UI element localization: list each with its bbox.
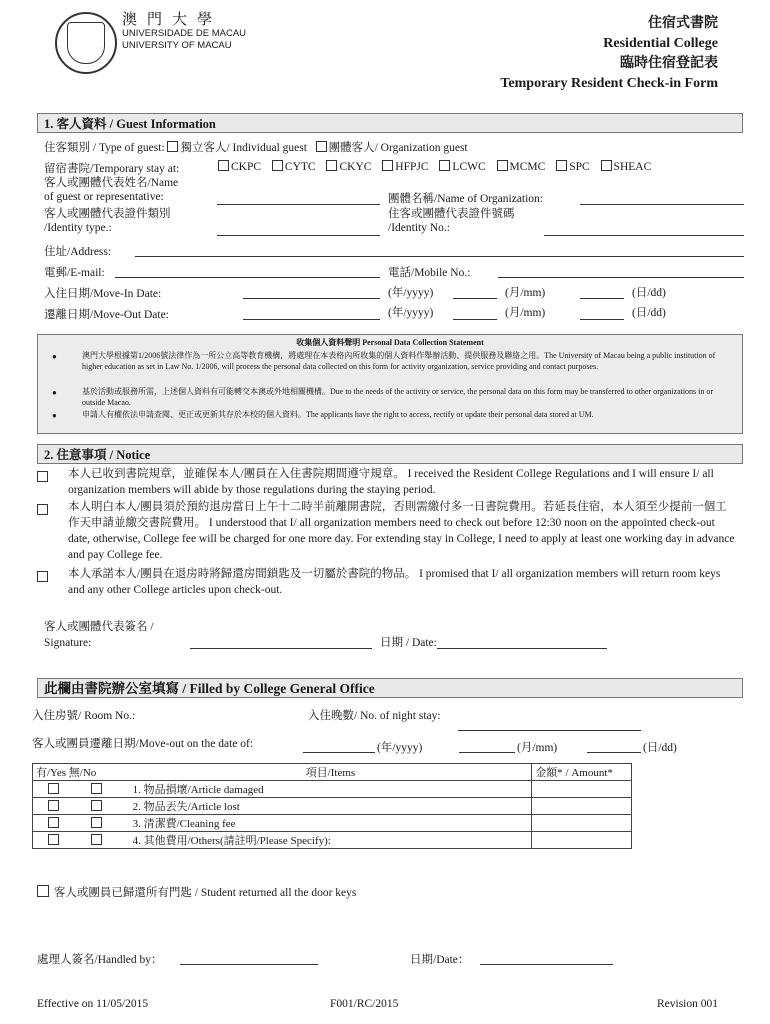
section-office-use: 此欄由書院辦公室填寫 / Filled by College General Office — [37, 678, 743, 698]
address-field[interactable] — [135, 256, 744, 257]
amount-field[interactable] — [532, 815, 632, 832]
id-no-label-cn: 住客或團體代表證件號碼 — [388, 208, 515, 220]
office-move-out-month-field[interactable] — [459, 752, 515, 753]
id-type-label — [44, 207, 171, 235]
signature-date-label: 日期 / Date: — [380, 637, 437, 649]
footer-form-code: F001/RC/2015 — [330, 998, 399, 1010]
item-label: 2. 物品丟失/Article lost — [130, 798, 532, 815]
notice-2-text: 本人明白本人/團員須於預約退房當日上午十二時半前離開書院，否則需繳付多一日書院費用。若延長住宿，本人須至少提前一個工作天申請並繳交書院費用。 I understood that I/ all organization members need to check out before 12:30 noon on the appointed check-out date, otherwise, College fee will be charged for one more day. For extending stay in College, I need to apply at least one working day in advance and pay College fee. — [68, 501, 735, 561]
email-field[interactable] — [115, 277, 380, 278]
mobile-field[interactable] — [498, 277, 744, 278]
no-checkbox[interactable] — [91, 834, 102, 845]
footer-revision: Revision 001 — [656, 998, 718, 1010]
college-checkbox[interactable] — [497, 160, 508, 171]
office-move-out-mm: (月/mm) — [517, 742, 558, 754]
personal-data-statement — [37, 334, 743, 434]
college-checkbox[interactable] — [326, 160, 337, 171]
yes-checkbox[interactable] — [48, 834, 59, 845]
university-name-pt: UNIVERSIDADE DE MACAU — [122, 28, 247, 39]
move-out-day-field[interactable] — [580, 319, 624, 320]
email-label: 電郵/E-mail: — [44, 267, 105, 279]
office-move-out-year-field[interactable] — [303, 752, 375, 753]
university-seal-logo — [55, 12, 117, 74]
nights-label: 入住晚數/ No. of night stay: — [308, 710, 441, 722]
yes-checkbox[interactable] — [48, 800, 59, 811]
id-type-label-cn: 客人或團體代表證件類別 — [44, 208, 171, 220]
address-label: 住址/Address: — [44, 246, 112, 258]
title-form-en: Temporary Resident Check-in Form — [500, 76, 718, 91]
yes-checkbox[interactable] — [48, 783, 59, 794]
no-checkbox[interactable] — [91, 817, 102, 828]
table-row — [33, 832, 632, 849]
yes-no-header: 有/Yes 無/No — [33, 764, 130, 781]
university-name-en: UNIVERSITY OF MACAU — [122, 40, 232, 51]
statement-title: 收集個人資料聲明 Personal Data Collection Statement — [296, 338, 484, 347]
id-no-label-en: /Identity No.: — [388, 222, 450, 234]
nights-field[interactable] — [458, 730, 641, 731]
move-in-month-field[interactable] — [453, 298, 497, 299]
college-label: CKYC — [339, 161, 372, 173]
college-label: LCWC — [452, 161, 486, 173]
section-notice: 2. 住意事項 / Notice — [37, 444, 743, 464]
college-label: SHEAC — [613, 161, 652, 173]
college-checkbox[interactable] — [382, 160, 393, 171]
no-checkbox[interactable] — [91, 800, 102, 811]
move-out-dd: (日/dd) — [632, 307, 666, 319]
college-label: SPC — [569, 161, 590, 173]
guest-name-label — [44, 176, 178, 204]
form-title — [500, 14, 718, 94]
office-move-out-yyyy: (年/yyyy) — [377, 742, 423, 754]
signature-field[interactable] — [190, 648, 372, 649]
table-row — [33, 798, 632, 815]
organization-guest-label: 團體客人/ Organization guest — [328, 142, 468, 154]
move-out-mm: (月/mm) — [505, 307, 546, 319]
move-in-day-field[interactable] — [580, 298, 624, 299]
amount-header: 金額* / Amount* — [532, 764, 632, 781]
keys-returned-label: 客人或團員已歸還所有門匙 / Student returned all the door keys — [53, 887, 357, 899]
table-header-row — [33, 764, 632, 781]
org-name-label: 團體名稱/Name of Organization: — [388, 193, 544, 205]
title-form-cn: 臨時住宿登記表 — [620, 56, 718, 71]
guest-type-row — [44, 139, 468, 155]
move-in-label: 入住日期/Move-In Date: — [44, 288, 162, 300]
statement-paragraph-2: 基於活動或服務所需，上述個人資料有可能轉交本澳或外地相關機構。Due to the needs of the activity or service, the personal data on this form may be transferred to other organizations in or outside Macao. — [82, 387, 714, 407]
org-name-field[interactable] — [580, 204, 744, 205]
college-label: CYTC — [284, 161, 316, 173]
guest-name-label-en: of guest or representative: — [44, 191, 164, 203]
notice-3-text: 本人承諾本人/團員在退房時將歸還房間鎖匙及一切屬於書院的物品。 I promised that I/ all organization members will return room keys and any other College articles upon check-out. — [68, 568, 721, 596]
table-row — [33, 815, 632, 832]
id-no-field[interactable] — [544, 235, 744, 236]
item-label: 3. 清潔費/Cleaning fee — [130, 815, 532, 832]
move-out-year-field[interactable] — [243, 319, 380, 320]
college-checkbox[interactable] — [439, 160, 450, 171]
bullet-icon: ● — [52, 352, 57, 361]
item-label: 4. 其他費用/Others(請註明/Please Specify): — [130, 832, 532, 849]
handled-date-field[interactable] — [480, 964, 613, 965]
individual-guest-checkbox[interactable] — [167, 141, 178, 152]
stay-label: 留宿書院/Temporary stay at: — [44, 163, 180, 175]
signature-label — [44, 619, 154, 651]
statement-paragraph-1: 澳門大學根據第1/2006號法律作為一所公立高等教育機構，將處理在本表格內所收集的個人資料作舉辦活動、提供服務及聯絡之用。The University of Macau being a public institution of higher education as set in Law No. 1/2006, will process the personal data collected on this form for activity organization, service providing and contact purposes. — [82, 351, 716, 371]
amount-field[interactable] — [532, 798, 632, 815]
signature-date-field[interactable] — [437, 648, 607, 649]
organization-guest-checkbox[interactable] — [316, 141, 327, 152]
guest-type-label: 住客類別 / Type of guest: — [44, 142, 165, 154]
bullet-icon: ● — [52, 388, 57, 397]
mobile-label: 電話/Mobile No.: — [388, 267, 471, 279]
university-name-cn: 澳門大學 — [122, 11, 223, 28]
keys-returned-row — [37, 884, 356, 900]
amount-field[interactable] — [532, 832, 632, 849]
guest-name-field[interactable] — [217, 204, 380, 205]
move-in-year-field[interactable] — [243, 298, 380, 299]
handled-by-label: 處理人簽名/Handled by： — [37, 954, 163, 966]
title-line-cn: 住宿式書院 — [648, 16, 718, 31]
college-checkbox[interactable] — [601, 160, 612, 171]
move-out-label: 遷離日期/Move-Out Date: — [44, 309, 169, 321]
college-label: HFPJC — [395, 161, 429, 173]
item-label: 1. 物品損壞/Article damaged — [130, 781, 532, 798]
id-type-field[interactable] — [217, 235, 380, 236]
statement-paragraph-3: 申請人有權依法申請查閱、更正或更新其存於本校的個人資料。The applicants have the right to access, rectify or update their personal data stored at UM. — [82, 410, 594, 419]
yes-checkbox[interactable] — [48, 817, 59, 828]
footer-effective-date: Effective on 11/05/2015 — [37, 998, 149, 1010]
table-row — [33, 781, 632, 798]
move-out-yyyy: (年/yyyy) — [388, 307, 434, 319]
move-out-month-field[interactable] — [453, 319, 497, 320]
signature-label-en: Signature: — [44, 637, 92, 649]
amount-field[interactable] — [532, 781, 632, 798]
no-checkbox[interactable] — [91, 783, 102, 794]
office-move-out-label: 客人或團員遷離日期/Move-out on the date of: — [32, 738, 254, 750]
college-label: MCMC — [509, 161, 546, 173]
college-checkbox[interactable] — [272, 160, 283, 171]
id-no-label — [388, 207, 515, 235]
signature-label-cn: 客人或團體代表簽名 / — [44, 621, 154, 633]
charges-table — [32, 763, 632, 849]
office-move-out-day-field[interactable] — [587, 752, 641, 753]
handled-date-label: 日期/Date： — [410, 954, 470, 966]
handled-by-field[interactable] — [180, 964, 318, 965]
guest-name-label-cn: 客人或團體代表姓名/Name — [44, 177, 179, 189]
id-type-label-en: /Identity type.: — [44, 222, 112, 234]
section-guest-information: 1. 客人資料 / Guest Information — [37, 113, 743, 133]
move-in-dd: (日/dd) — [632, 287, 666, 299]
room-no-label: 入住房號/ Room No.: — [32, 710, 136, 722]
university-name — [122, 11, 247, 52]
office-move-out-dd: (日/dd) — [643, 742, 677, 754]
college-checkbox[interactable] — [218, 160, 229, 171]
notice-1-text: 本人已收到書院規章，並確保本人/團員在入住書院期間遵守規章。 I received the Resident College Regulations and I will ensure I/ all organization members will abide by those regulations during the staying period. — [68, 468, 714, 496]
notice-3-checkbox[interactable] — [37, 571, 48, 582]
items-header: 項目/Items — [130, 764, 532, 781]
move-in-mm: (月/mm) — [505, 287, 546, 299]
keys-returned-checkbox[interactable] — [37, 885, 49, 897]
notice-1-checkbox[interactable] — [37, 471, 48, 482]
college-options — [218, 160, 651, 173]
notice-2-checkbox[interactable] — [37, 504, 48, 515]
individual-guest-label: 獨立客人/ Individual guest — [180, 142, 307, 154]
bullet-icon: ● — [52, 411, 57, 420]
college-label: CKPC — [231, 161, 262, 173]
college-checkbox[interactable] — [556, 160, 567, 171]
move-in-yyyy: (年/yyyy) — [388, 287, 434, 299]
title-line-en: Residential College — [603, 36, 718, 51]
